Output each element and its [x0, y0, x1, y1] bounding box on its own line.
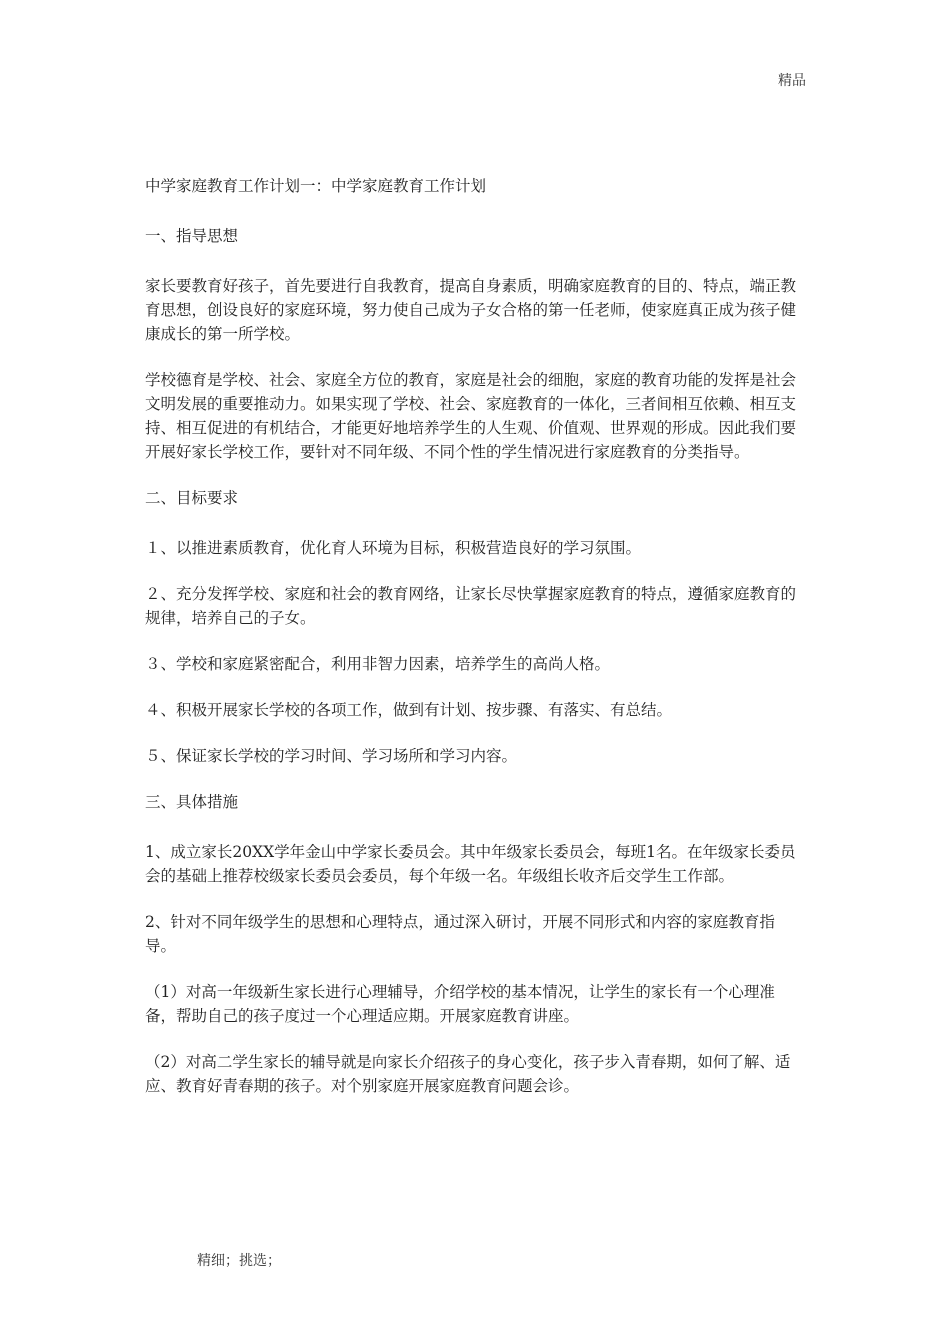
goal-item: ４、积极开展家长学校的各项工作，做到有计划、按步骤、有落实、有总结。	[145, 701, 673, 719]
section-heading-goals: 二、目标要求	[145, 489, 239, 507]
document-title: 中学家庭教育工作计划一：中学家庭教育工作计划	[145, 177, 487, 195]
goal-item: １、以推进素质教育，优化育人环境为目标，积极营造良好的学习氛围。	[145, 539, 642, 557]
section-heading-measures: 三、具体措施	[145, 793, 239, 811]
paragraph: 学校德育是学校、社会、家庭全方位的教育，家庭是社会的细胞，家庭的教育功能的发挥是社会文明发展的重要推动力。如果实现了学校、社会、家庭教育的一体化，三者间相互依赖、相互支持、相互促进的有机结合，才能更好地培养学生的人生观、价值观、世界观的形成。因此我们要开展好家长学校工作，要针对不同年级、不同个性的学生情况进行家庭教育的分类指导。	[145, 371, 797, 461]
measure-item: 2、针对不同年级学生的思想和心理特点，通过深入研讨，开展不同形式和内容的家庭教育指导。	[145, 913, 775, 955]
footer-mark: 精细；挑选；	[197, 1253, 281, 1269]
goal-item: ３、学校和家庭紧密配合，利用非智力因素，培养学生的高尚人格。	[145, 655, 611, 673]
measure-item: （1）对高一年级新生家长进行心理辅导，介绍学校的基本情况，让学生的家长有一个心理准备，帮助自己的孩子度过一个心理适应期。开展家庭教育讲座。	[145, 983, 775, 1025]
header-mark: 精品	[778, 73, 806, 89]
measure-item: 1、成立家长20XX学年金山中学家长委员会。其中年级家长委员会，每班1名。在年级家长委员会的基础上推荐校级家长委员会委员，每个年级一名。年级组长收齐后交学生工作部。	[145, 843, 796, 885]
goal-item: ２、充分发挥学校、家庭和社会的教育网络，让家长尽快掌握家庭教育的特点，遵循家庭教育的规律，培养自己的子女。	[145, 585, 797, 627]
section-heading-guiding-thought: 一、指导思想	[145, 227, 239, 245]
document-body	[145, 174, 805, 1120]
goal-item: ５、保证家长学校的学习时间、学习场所和学习内容。	[145, 747, 518, 765]
paragraph: 家长要教育好孩子，首先要进行自我教育，提高自身素质，明确家庭教育的目的、特点，端正教育思想，创设良好的家庭环境，努力使自己成为子女合格的第一任老师，使家庭真正成为孩子健康成长的第一所学校。	[145, 277, 797, 343]
measure-item: （2）对高二学生家长的辅导就是向家长介绍孩子的身心变化，孩子步入青春期，如何了解、适应、教育好青春期的孩子。对个别家庭开展家庭教育问题会诊。	[145, 1053, 791, 1095]
